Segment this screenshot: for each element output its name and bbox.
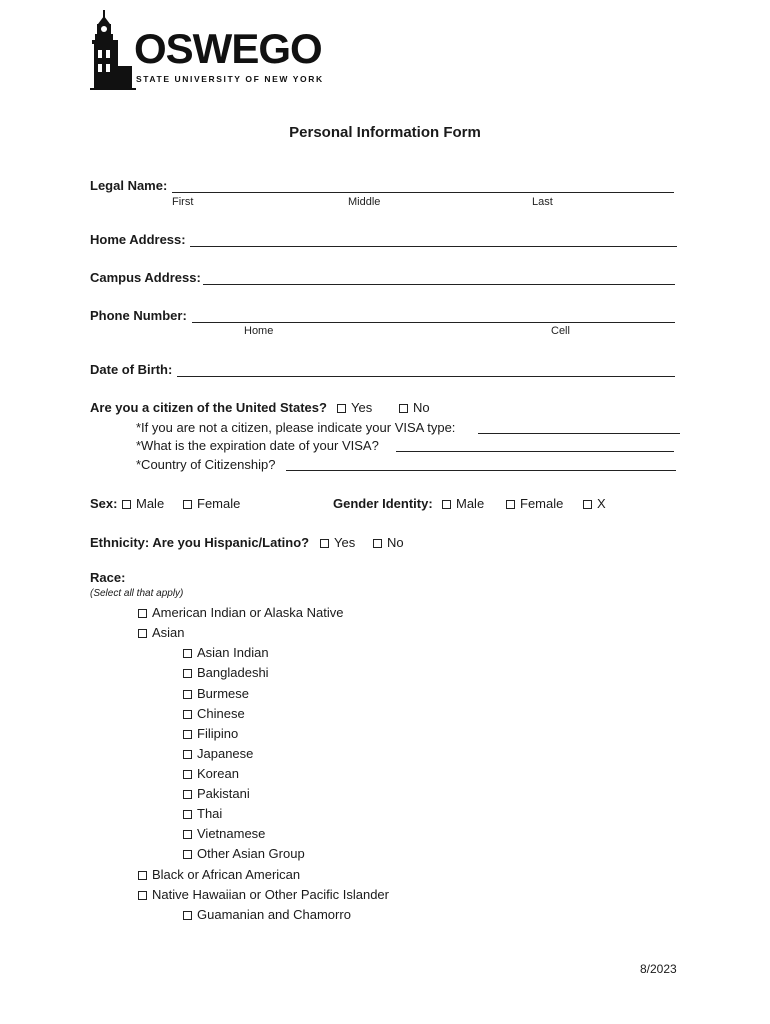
visa-type-label: *If you are not a citizen, please indicate your VISA type:	[136, 420, 456, 435]
legal-name-last-caption: Last	[532, 196, 553, 208]
gender-male-option[interactable]: Male	[442, 496, 484, 511]
checkbox-icon[interactable]	[320, 539, 329, 548]
race-option[interactable]: American Indian or Alaska Native	[138, 605, 343, 620]
checkbox-icon[interactable]	[183, 690, 192, 699]
race-option[interactable]: Burmese	[183, 686, 249, 701]
ethnicity-yes-option[interactable]: Yes	[320, 535, 355, 550]
checkbox-icon[interactable]	[138, 891, 147, 900]
race-option[interactable]: Vietnamese	[183, 826, 265, 841]
checkbox-icon[interactable]	[138, 609, 147, 618]
race-option[interactable]: Japanese	[183, 746, 253, 761]
footer-date: 8/2023	[640, 962, 677, 976]
visa-type-field[interactable]	[478, 433, 680, 434]
date-of-birth-field[interactable]	[177, 376, 675, 377]
race-option[interactable]: Filipino	[183, 726, 238, 741]
legal-name-middle-caption: Middle	[348, 196, 381, 208]
gender-x-option[interactable]: X	[583, 496, 606, 511]
country-of-citizenship-label: *Country of Citizenship?	[136, 457, 276, 472]
ethnicity-no-option[interactable]: No	[373, 535, 404, 550]
checkbox-icon[interactable]	[183, 730, 192, 739]
race-option[interactable]: Chinese	[183, 706, 245, 721]
race-label: Race:	[90, 570, 126, 585]
legal-name-first-caption: First	[172, 196, 194, 208]
citizen-question: Are you a citizen of the United States?	[90, 400, 327, 415]
citizen-no-option[interactable]: No	[399, 400, 430, 415]
checkbox-icon[interactable]	[442, 500, 451, 509]
checkbox-icon[interactable]	[183, 649, 192, 658]
campus-address-label: Campus Address:	[90, 270, 201, 285]
gender-identity-label: Gender Identity:	[333, 496, 433, 511]
race-option[interactable]: Korean	[183, 766, 239, 781]
race-option[interactable]: Asian Indian	[183, 645, 269, 660]
checkbox-icon[interactable]	[183, 750, 192, 759]
page-title: Personal Information Form	[289, 124, 481, 141]
checkbox-icon[interactable]	[183, 810, 192, 819]
race-option[interactable]: Thai	[183, 806, 222, 821]
visa-expiration-field[interactable]	[396, 451, 674, 452]
ethnicity-question: Ethnicity: Are you Hispanic/Latino?	[90, 535, 310, 550]
logo-wordmark: OSWEGO	[134, 25, 322, 72]
checkbox-icon[interactable]	[373, 539, 382, 548]
checkbox-icon[interactable]	[583, 500, 592, 509]
visa-expiration-label: *What is the expiration date of your VISA?	[136, 438, 379, 453]
campus-address-field[interactable]	[203, 284, 675, 285]
race-select-note: (Select all that apply)	[90, 588, 184, 599]
sex-female-option[interactable]: Female	[183, 496, 240, 511]
race-option[interactable]: Guamanian and Chamorro	[183, 907, 351, 922]
logo-subtitle: STATE UNIVERSITY OF NEW YORK	[136, 74, 324, 84]
checkbox-icon[interactable]	[183, 830, 192, 839]
checkbox-icon[interactable]	[122, 500, 131, 509]
checkbox-icon[interactable]	[399, 404, 408, 413]
checkbox-icon[interactable]	[183, 790, 192, 799]
legal-name-field[interactable]	[172, 192, 674, 193]
race-option[interactable]: Native Hawaiian or Other Pacific Islander	[138, 887, 389, 902]
race-option[interactable]: Bangladeshi	[183, 665, 269, 680]
country-of-citizenship-field[interactable]	[286, 470, 676, 471]
checkbox-icon[interactable]	[183, 500, 192, 509]
race-option[interactable]: Black or African American	[138, 867, 300, 882]
checkbox-icon[interactable]	[506, 500, 515, 509]
race-option[interactable]: Pakistani	[183, 786, 250, 801]
checkbox-icon[interactable]	[138, 871, 147, 880]
sex-male-option[interactable]: Male	[122, 496, 164, 511]
date-of-birth-label: Date of Birth:	[90, 362, 173, 377]
checkbox-icon[interactable]	[183, 770, 192, 779]
checkbox-icon[interactable]	[183, 911, 192, 920]
race-option[interactable]: Asian	[138, 625, 185, 640]
phone-home-caption: Home	[244, 325, 274, 337]
race-option[interactable]: Other Asian Group	[183, 846, 305, 861]
citizen-yes-option[interactable]: Yes	[337, 400, 372, 415]
phone-cell-caption: Cell	[551, 325, 570, 337]
checkbox-icon[interactable]	[337, 404, 346, 413]
checkbox-icon[interactable]	[183, 850, 192, 859]
home-address-label: Home Address:	[90, 232, 186, 247]
gender-female-option[interactable]: Female	[506, 496, 563, 511]
checkbox-icon[interactable]	[183, 710, 192, 719]
phone-number-field[interactable]	[192, 322, 675, 323]
phone-number-label: Phone Number:	[90, 308, 187, 323]
checkbox-icon[interactable]	[183, 669, 192, 678]
legal-name-label: Legal Name:	[90, 178, 168, 193]
sex-label: Sex:	[90, 496, 118, 511]
checkbox-icon[interactable]	[138, 629, 147, 638]
home-address-field[interactable]	[190, 246, 677, 247]
